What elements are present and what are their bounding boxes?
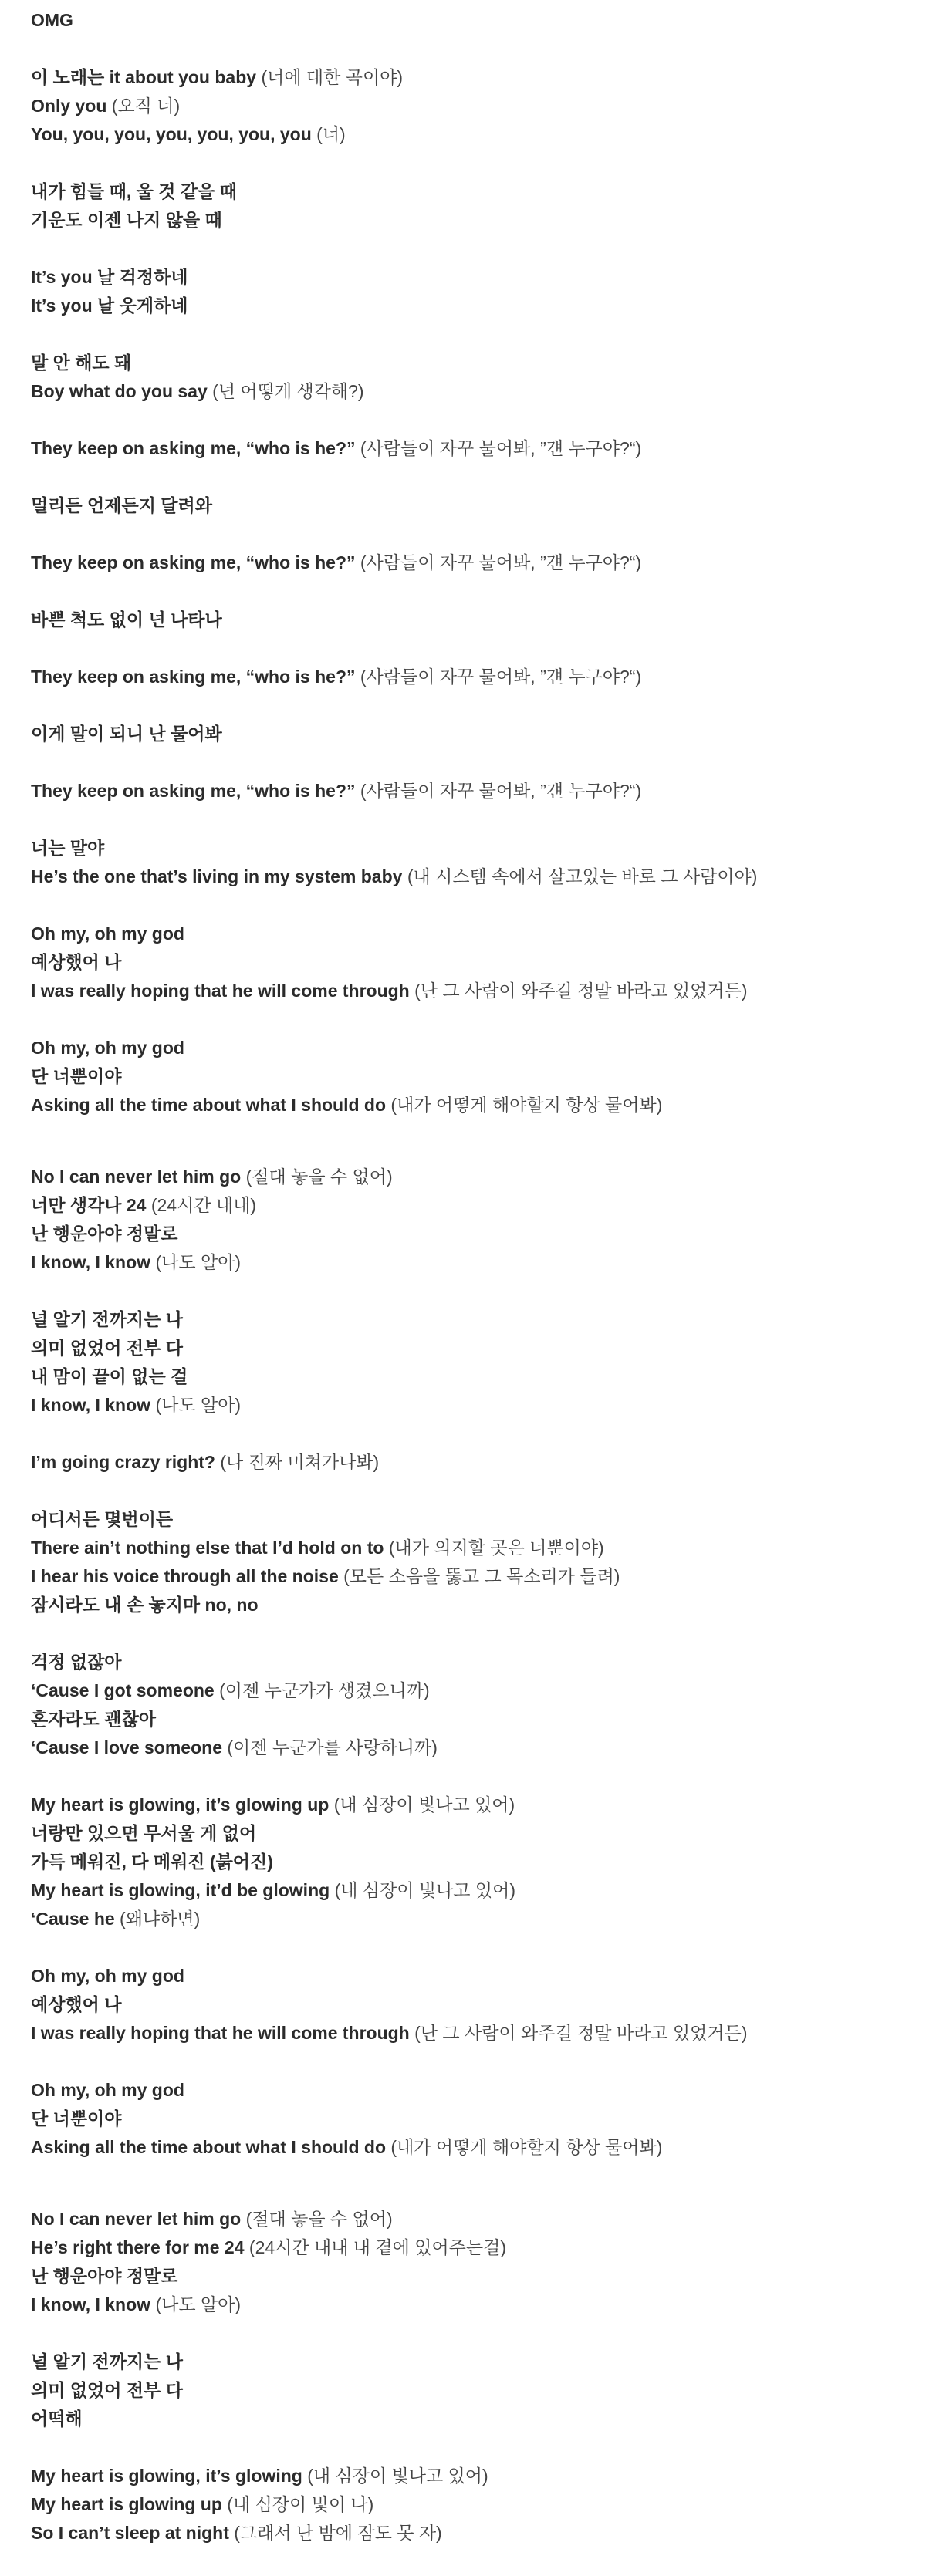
lyric-text: Only you	[31, 96, 107, 116]
lyric-text: 예상했어 나	[31, 1994, 122, 2014]
lyric-line	[31, 663, 903, 691]
lyric-text: There ain’t nothing else that I’d hold on to	[31, 1538, 384, 1558]
lyric-text: My heart is glowing, it’d be glowing	[31, 1880, 330, 1900]
lyric-line	[31, 177, 903, 206]
lyric-line	[31, 1505, 903, 1534]
lyric-text: I know, I know	[31, 1395, 151, 1415]
lyric-text: OMG	[31, 10, 73, 30]
lyric-text: 이 노래는 it about you baby	[31, 67, 257, 87]
translation-text: (넌 어떻게 생각해?)	[212, 381, 364, 401]
translation-text: (내 심장이 빛나고 있어)	[333, 1794, 515, 1815]
lyric-text: He’s right there for me 24	[31, 2237, 245, 2257]
lyric-line	[31, 920, 903, 948]
translation-text: (그래서 난 밤에 잠도 못 자)	[234, 2523, 442, 2543]
lyric-line	[31, 1791, 903, 1819]
lyric-line	[31, 2462, 903, 2490]
lyric-stanza	[31, 63, 903, 149]
lyric-line	[31, 1876, 903, 1905]
lyric-line	[31, 1034, 903, 1062]
lyric-line	[31, 434, 903, 463]
lyric-text: 내가 힘들 때, 울 것 같을 때	[31, 181, 237, 201]
lyric-text: Oh my, oh my god	[31, 923, 184, 944]
lyric-text: ‘Cause I love someone	[31, 1737, 222, 1757]
lyric-line	[31, 2019, 903, 2048]
lyric-text: 기운도 이젠 나지 않을 때	[31, 210, 222, 230]
lyric-text: 바쁜 척도 없이 넌 나타나	[31, 609, 222, 630]
lyric-line	[31, 1334, 903, 1362]
lyric-text: 가득 메워진, 다 메워진 (붉어진)	[31, 1852, 273, 1872]
lyric-line	[31, 1305, 903, 1334]
lyric-stanza	[31, 1448, 903, 1477]
lyric-line	[31, 1990, 903, 2019]
lyric-stanza	[31, 606, 903, 634]
lyric-stanza	[31, 1791, 903, 1933]
lyric-text: I hear his voice through all the noise	[31, 1566, 339, 1586]
lyric-line	[31, 120, 903, 149]
lyric-text: No I can never let him go	[31, 1166, 242, 1187]
translation-text: (내가 의지할 곳은 너뿐이야)	[388, 1538, 604, 1558]
lyric-text: I was really hoping that he will come through	[31, 981, 410, 1001]
lyric-text: 말 안 해도 돼	[31, 353, 132, 373]
lyric-line	[31, 977, 903, 1005]
lyric-text: It’s you 날 웃게하네	[31, 295, 188, 316]
translation-text: (절대 놓을 수 없어)	[245, 1166, 393, 1187]
lyric-stanza	[31, 549, 903, 577]
lyric-text: I’m going crazy right?	[31, 1452, 215, 1472]
lyric-text: ‘Cause he	[31, 1909, 115, 1929]
lyric-text: No I can never let him go	[31, 2209, 242, 2229]
lyric-line	[31, 2076, 903, 2105]
translation-text: (내가 어떻게 해야할지 항상 물어봐)	[390, 2137, 663, 2157]
translation-text: (내가 어떻게 해야할지 항상 물어봐)	[390, 1095, 663, 1115]
translation-text: (나도 알아)	[155, 1252, 242, 1272]
lyric-line	[31, 6, 903, 35]
lyric-line	[31, 1391, 903, 1420]
lyric-stanza	[31, 1505, 903, 1619]
lyric-line	[31, 2376, 903, 2405]
lyric-line	[31, 292, 903, 320]
lyric-line	[31, 2519, 903, 2547]
lyric-stanza	[31, 1305, 903, 1420]
translation-text: (나도 알아)	[155, 1395, 242, 1415]
translation-text: (내 심장이 빛나고 있어)	[334, 1880, 516, 1900]
lyric-text: 걱정 없잖아	[31, 1652, 122, 1672]
lyric-text: I know, I know	[31, 1252, 151, 1272]
lyric-stanza	[31, 834, 903, 891]
translation-text: (이젠 누군가가 생겼으니까)	[219, 1680, 430, 1700]
translation-text: (나도 알아)	[155, 2294, 242, 2314]
lyric-line	[31, 1591, 903, 1619]
lyric-line	[31, 549, 903, 577]
lyric-text: 의미 없었어 전부 다	[31, 1338, 183, 1358]
translation-text: (이젠 누군가를 사랑하니까)	[227, 1737, 438, 1757]
lyric-line	[31, 2233, 903, 2262]
lyric-text: 너만 생각나 24	[31, 1195, 147, 1215]
lyric-text: They keep on asking me, “who is he?”	[31, 781, 356, 801]
lyric-line	[31, 777, 903, 805]
lyric-stanza	[31, 920, 903, 1005]
lyric-line	[31, 206, 903, 235]
lyric-line	[31, 2133, 903, 2162]
lyric-line	[31, 720, 903, 748]
lyric-line	[31, 2291, 903, 2319]
lyric-line	[31, 1819, 903, 1848]
translation-text: (너에 대한 곡이야)	[261, 67, 404, 87]
lyric-text: 혼자라도 괜찮아	[31, 1709, 156, 1729]
lyric-line	[31, 1362, 903, 1391]
lyric-stanza	[31, 2076, 903, 2162]
lyric-line	[31, 1448, 903, 1477]
lyric-text: You, you, you, you, you, you, you	[31, 124, 312, 144]
lyric-line	[31, 2205, 903, 2233]
lyric-stanza	[31, 2462, 903, 2547]
lyric-text: It’s you 날 걱정하네	[31, 267, 188, 287]
lyric-text: 멀리든 언제든지 달려와	[31, 495, 212, 515]
lyric-text: Asking all the time about what I should do	[31, 1095, 387, 1115]
lyric-text: They keep on asking me, “who is he?”	[31, 667, 356, 687]
lyric-stanza	[31, 6, 903, 35]
lyric-text: 의미 없었어 전부 다	[31, 2380, 183, 2400]
translation-text: (사람들이 자꾸 물어봐, ”걘 누구야?“)	[360, 667, 642, 687]
lyric-text: 이게 말이 되니 난 물어봐	[31, 724, 222, 744]
lyric-stanza	[31, 1034, 903, 1119]
lyric-line	[31, 2490, 903, 2519]
lyric-line	[31, 2105, 903, 2133]
lyric-line	[31, 1562, 903, 1591]
lyric-stanza	[31, 2205, 903, 2319]
lyric-line	[31, 606, 903, 634]
lyric-stanza	[31, 177, 903, 235]
lyric-line	[31, 92, 903, 120]
lyric-text: 너는 말야	[31, 838, 105, 858]
lyric-text: 널 알기 전까지는 나	[31, 2351, 183, 2372]
lyric-text: Oh my, oh my god	[31, 1038, 184, 1058]
lyric-text: I was really hoping that he will come through	[31, 2023, 410, 2043]
lyric-text: My heart is glowing up	[31, 2494, 222, 2514]
lyric-stanza	[31, 663, 903, 691]
lyric-text: They keep on asking me, “who is he?”	[31, 438, 356, 458]
lyric-stanza	[31, 777, 903, 805]
lyric-text: I know, I know	[31, 2294, 151, 2314]
lyric-text: 어디서든 몇번이든	[31, 1509, 174, 1529]
lyric-stanza	[31, 1962, 903, 2048]
lyric-line	[31, 834, 903, 863]
lyric-stanza	[31, 491, 903, 520]
translation-text: (모든 소음을 뚫고 그 목소리가 들려)	[343, 1566, 620, 1586]
lyric-text: 내 맘이 끝이 없는 걸	[31, 1366, 188, 1386]
lyric-line	[31, 1191, 903, 1220]
translation-text: (내 심장이 빛나고 있어)	[307, 2466, 488, 2486]
lyric-text: Asking all the time about what I should do	[31, 2137, 387, 2157]
lyric-text: 난 행운아야 정말로	[31, 2266, 178, 2286]
lyric-line	[31, 1648, 903, 1676]
lyric-text: My heart is glowing, it’s glowing up	[31, 1794, 330, 1815]
lyric-line	[31, 1248, 903, 1277]
lyric-text: He’s the one that’s living in my system baby	[31, 866, 403, 886]
lyric-text: 어떡해	[31, 2409, 83, 2429]
lyric-text: 단 너뿐이야	[31, 2108, 122, 2129]
lyric-text: Oh my, oh my god	[31, 1966, 184, 1986]
translation-text: (난 그 사람이 와주길 정말 바라고 있었거든)	[414, 981, 748, 1001]
translation-text: (내 시스템 속에서 살고있는 바로 그 사람이야)	[407, 866, 758, 886]
lyric-stanza	[31, 2348, 903, 2433]
lyric-stanza	[31, 1163, 903, 1277]
lyric-text: ‘Cause I got someone	[31, 1680, 215, 1700]
translation-text: (나 진짜 미쳐가나봐)	[220, 1452, 380, 1472]
lyric-stanza	[31, 720, 903, 748]
lyric-text: They keep on asking me, “who is he?”	[31, 552, 356, 572]
lyric-line	[31, 1962, 903, 1990]
translation-text: (24시간 내내 내 곁에 있어주는걸)	[248, 2237, 506, 2257]
translation-text: (왜냐하면)	[120, 1909, 201, 1929]
lyric-line	[31, 1062, 903, 1091]
lyric-line	[31, 263, 903, 292]
lyric-line	[31, 1091, 903, 1119]
lyric-line	[31, 2262, 903, 2291]
lyric-line	[31, 863, 903, 891]
translation-text: (오직 너)	[111, 96, 181, 116]
translation-text: (난 그 사람이 와주길 정말 바라고 있었거든)	[414, 2023, 748, 2043]
lyric-line	[31, 1163, 903, 1191]
lyric-text: 잠시라도 내 손 놓지마 no, no	[31, 1595, 259, 1615]
lyric-line	[31, 63, 903, 92]
translation-text: (너)	[316, 124, 346, 144]
lyric-stanza	[31, 434, 903, 463]
lyric-line	[31, 948, 903, 977]
lyric-text: So I can’t sleep at night	[31, 2523, 229, 2543]
lyric-stanza	[31, 263, 903, 320]
lyric-text: 널 알기 전까지는 나	[31, 1309, 183, 1329]
translation-text: (사람들이 자꾸 물어봐, ”걘 누구야?“)	[360, 438, 642, 458]
translation-text: (24시간 내내)	[150, 1195, 257, 1215]
translation-text: (내 심장이 빛이 나)	[227, 2494, 374, 2514]
lyric-line	[31, 491, 903, 520]
lyric-line	[31, 1534, 903, 1562]
lyric-line	[31, 349, 903, 377]
lyrics-document	[31, 6, 903, 2576]
lyric-text: 너랑만 있으면 무서울 게 없어	[31, 1823, 257, 1843]
lyric-stanza	[31, 349, 903, 406]
lyric-line	[31, 1705, 903, 1734]
lyric-text: Oh my, oh my god	[31, 2080, 184, 2100]
lyric-text: 예상했어 나	[31, 952, 122, 972]
lyric-text: My heart is glowing, it’s glowing	[31, 2466, 302, 2486]
lyric-line	[31, 1676, 903, 1705]
lyric-line	[31, 2348, 903, 2376]
lyric-text: 난 행운아야 정말로	[31, 1224, 178, 1244]
lyric-line	[31, 2405, 903, 2433]
translation-text: (절대 놓을 수 없어)	[245, 2209, 393, 2229]
lyric-text: Boy what do you say	[31, 381, 208, 401]
lyric-stanza	[31, 1648, 903, 1762]
translation-text: (사람들이 자꾸 물어봐, ”걘 누구야?“)	[360, 552, 642, 572]
translation-text: (사람들이 자꾸 물어봐, ”걘 누구야?“)	[360, 781, 642, 801]
lyric-line	[31, 1220, 903, 1248]
lyric-line	[31, 1734, 903, 1762]
lyric-line	[31, 1905, 903, 1933]
lyric-line	[31, 1848, 903, 1876]
lyric-line	[31, 377, 903, 406]
lyric-text: 단 너뿐이야	[31, 1066, 122, 1086]
